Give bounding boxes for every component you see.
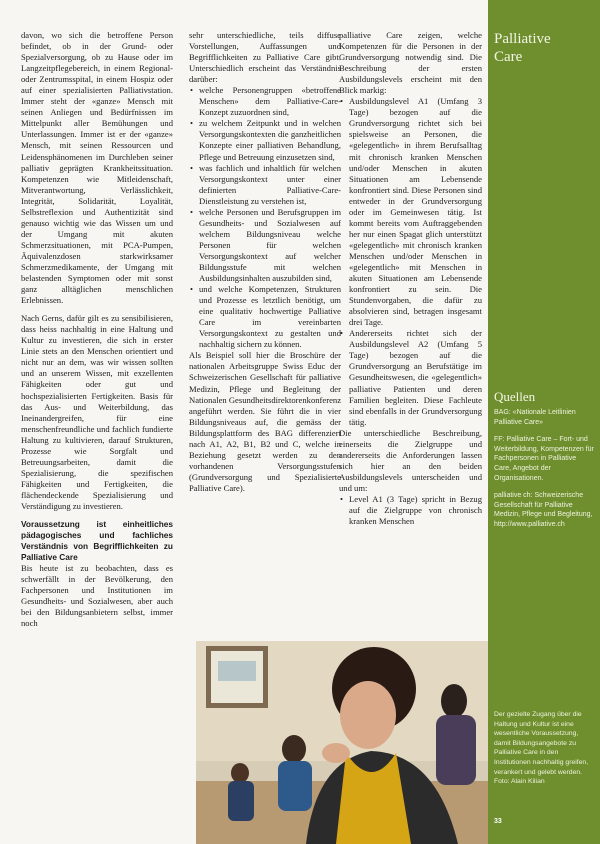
caption-text: Der gezielte Zugang über die Haltung und Kultur ist eine wesentliche Voraussetzung, damit Bildungsangebote zu Palliative Care in den Institutionen nachhaltig greifen, verankert und gelebt werden. bbox=[494, 711, 589, 776]
bullet-list bbox=[339, 494, 482, 527]
text-column-1 bbox=[21, 30, 173, 636]
paragraph: davon, wo sich die betroffene Person befindet, ob in der Grund- oder Spezialversorgung, ob zu Hause oder im Langzeitpflegebereich, in einem Regional- oder Zentrumsspital, in einem Hospiz oder auf einer spezialisierten Palliativstation. Immer steht der «ganze» Mensch mit seinen Anliegen und Bedürfnissen im Mittelpunkt aller Bemühungen und Unterlassungen. Immer ist er der «ganze» Mensch, mit seinen Ressourcen und Leidensphänomenen im Durchleben seiner palliativ geprägten Krankheitssituation. Kompetenzen wie Mitleidenschaft, Mitverantwortung, Verlässlichkeit, Integrität, Solidarität, Loyalität, Selbstreflexion und Authentizität sind genauso wichtig wie das Wissen um und der Umgang mit akuten Schmerzsituationen, mit PCA-Pumpen, Äquivalenzdosen starkwirksamer Schmerzmedikamente, der Umgang mit belastenden Symptomen oder mit sonst ganz alltäglichen menschlichen Erlebnissen. bbox=[21, 30, 173, 306]
paragraph: Als Beispiel soll hier die Broschüre der nationalen Arbeitsgruppe Swiss Educ der Schweizerischen Gesellschaft für palliative Medizin, Pflege und Begleitung der Nationalen Gesundheitsdirektorenkonferenz angeführt werden. Sie führt die in vier Bildungsniveaus auf, die gemäss der Bildungsplattform des BAG differenziert nach A1, A2, B1, B2 und C, welche in Beziehung gesetzt werden zu den vorhandenen Versorgungsstufen (Grundversorgung und Spezialisierte Palliative Care). bbox=[189, 350, 342, 493]
photo-caption bbox=[494, 710, 594, 787]
seminar-photo bbox=[196, 641, 488, 844]
source-item: BAG: «Nationale Leitlinien Palliative Care» bbox=[494, 409, 576, 426]
bullet-list bbox=[189, 85, 341, 350]
paragraph: Die unterschiedliche Beschreibung, einerseits die Zielgruppe und andererseits die Anforderungen lassen sich hier an den beiden Ausbildungslevels unterscheiden und und um: bbox=[339, 427, 482, 493]
text-column-3 bbox=[339, 30, 482, 527]
section-heading: Voraussetzung ist einheitliches pädagogisches und fachliches Verständnis von Begrifflichkeiten zu Palliative Care bbox=[21, 519, 173, 563]
source-item: FF: Palliative Care – Fort- und Weiterbildung, Kompetenzen für Fachpersonen in Palliative Care, Angebot der Organisationen. bbox=[494, 436, 594, 482]
list-item: • Andererseits richtet sich der Ausbildungslevel A2 (Umfang 5 Tage) bezogen auf die Grundversorgung an Berufstätige im Gesundheitswesen, die «gelegentlich» palliative Patienten und deren Familien begleiten. Diese Fachleute sind ebenfalls in der Grundversorgung tätig. bbox=[349, 328, 482, 427]
paragraph: palliative Care zeigen, welche Kompetenzen für die Personen in der Grundversorgung notwendig sind. Die Beschreibung der ersten Ausbildungslevels erscheint mit den Blick markig: bbox=[339, 30, 482, 96]
section-title: Palliative Care bbox=[494, 31, 551, 65]
paragraph: sehr unterschiedliche, teils diffuse Vorstellungen, Auffassungen und Begrifflichkeiten zu Palliative Care gibt. Unterschiedlich erscheint das Verständnis darüber: bbox=[189, 30, 341, 85]
list-item: • zu welchem Zeitpunkt und in welchen Versorgungskontexten die ganzheitlichen Konzepte einer palliativen Behandlung, Pflege und Betreuung einzusetzen sind, bbox=[199, 118, 341, 162]
paragraph: Nach Gerns, dafür gilt es zu sensibilisieren, dass heiss nachhaltig in eine Haltung und Kultur zu investieren, die sich in erster Linie stets an den Menschen orientiert und nicht nur an dem, was wir wissen sollten und an unserem Wissen, mit exzellenten Fähigkeiten oder gut und hochspezialisierten Fertigkeiten. Basis für das Aus- und Weiterbildung, das Ineinandergreifen, für eine menschenfreundliche und fachlich fundierte Haltung zu kultivieren, darauf Strukturen, Prozesse wie Sorgfalt und Betreuungsarbeiten, damit die Spezialisierung, die spezifischen Fähigkeiten und Fertigkeiten, die flächendeckende Spezialisierung und Verständigung zu investieren. bbox=[21, 313, 173, 511]
list-item: • welche Personen und Berufsgruppen im Gesundheits- und Sozialwesen auf welchem Bildungsniveau welche Personen für welchen Versorgungskontext auf welcher Bildungsstufe mit welchen Ausbildungsinhalten auszubilden sind, bbox=[199, 207, 341, 284]
source-item: palliative ch: Schweizerische Gesellschaft für Palliative Medizin, Pflege und Begleitung, http://www.palliative.ch bbox=[494, 492, 593, 528]
paragraph: Bis heute ist zu beobachten, dass es schwerfällt in der Bevölkerung, den Fachpersonen und Institutionen im Gesundheits- und Sozialwesen, aber auch bei den Bildungsanbietern selbst, immer noch bbox=[21, 563, 173, 629]
page-number: 33 bbox=[494, 818, 502, 825]
bullet-list bbox=[339, 96, 482, 427]
list-item: • welche Personengruppen «betroffene Menschen» dem Palliative-Care-Konzept zuzuordnen sind, bbox=[199, 85, 341, 118]
text-column-2 bbox=[189, 30, 341, 501]
list-item: • Level A1 (3 Tage) spricht in Bezug auf die Zielgruppe von chronisch kranken Menschen bbox=[349, 494, 482, 527]
list-item: • Ausbildungslevel A1 (Umfang 3 Tage) bezogen auf die Grundversorgung richtet sich bei spielsweise an Personen, die «gelegentlich» in ihrem Berufsalltag mit chronisch kranken Menschen und/oder Menschen in akuten Situationen am Lebensende konfrontiert sind. Diese Personen sind entweder in der Grundversorgung oder im Gemeinwesen tätig. Ist kommt bereits vom Auftraggebenden her nur einen Spagat glich unterstützt «gelegentlich» mit chronisch kranken Menschen und/oder Menschen in «gelegentlich» mit Menschen in akuten Situationen am Lebensende konfrontiert zu sein. Die Stundenvorgaben, die dafür zu absolvieren sind, betragen insgesamt drei Tage. bbox=[349, 96, 482, 328]
list-item: • was fachlich und inhaltlich für welchen Versorgungskontext unter einer definierten Palliative-Care-Dienstleistung zu verstehen ist, bbox=[199, 163, 341, 207]
sources-list bbox=[494, 408, 594, 538]
sources-heading: Quellen bbox=[494, 389, 536, 404]
photo-credit: Foto: Alain Kilian bbox=[494, 778, 545, 786]
list-item: • und welche Kompetenzen, Strukturen und Prozesse es letztlich benötigt, um eine qualitativ hochwertige Palliative Care im vereinbarten Versorgungskontext zu gestalten und nachhaltig sichern zu können. bbox=[199, 284, 341, 350]
